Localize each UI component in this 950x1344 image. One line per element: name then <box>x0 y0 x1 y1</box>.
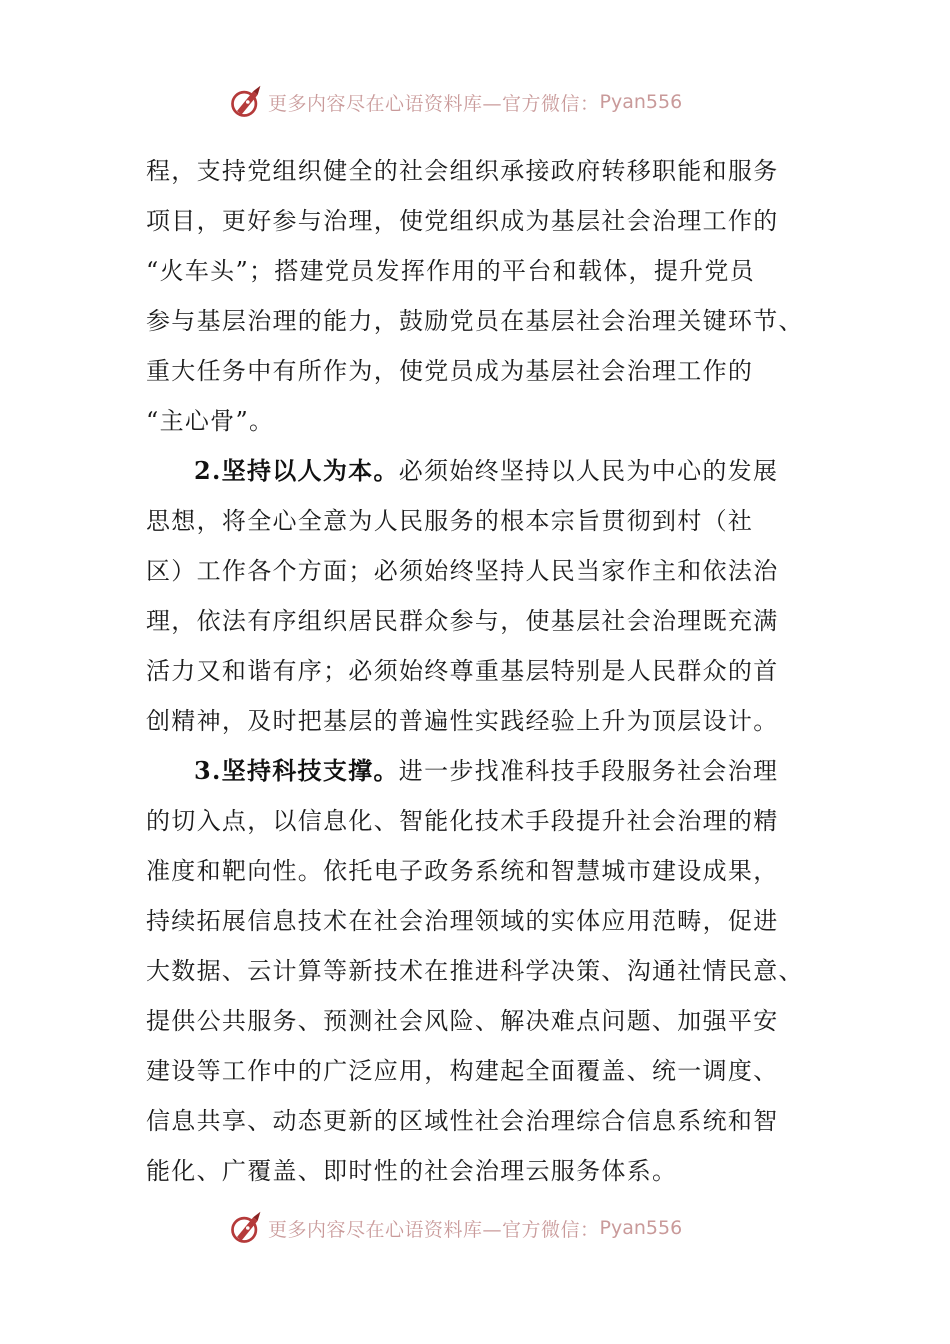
paragraph-line: 能化、广覆盖、即时性的社会治理云服务体系。 <box>146 1157 678 1185</box>
paragraph-line: “主心骨”。 <box>146 407 275 435</box>
paragraph-line: 思想，将全心全意为人民服务的根本宗旨贯彻到村（社 <box>146 507 754 535</box>
paragraph-line: 理，依法有序组织居民群众参与，使基层社会治理既充满 <box>146 607 779 635</box>
paragraph-line: 准度和靶向性。依托电子政务系统和智慧城市建设成果， <box>146 857 779 885</box>
watermark-text: 更多内容尽在心语资料库—官方微信： <box>268 92 600 115</box>
paragraph-line: 提供公共服务、预测社会风险、解决难点问题、加强平安 <box>146 1007 779 1035</box>
document-body <box>146 146 806 1196</box>
paragraph-line: 活力又和谐有序；必须始终尊重基层特别是人民群众的首 <box>146 657 779 685</box>
paragraph-line: “火车头”；搭建党员发挥作用的平台和载体，提升党员 <box>146 257 756 285</box>
paragraph-line: 持续拓展信息技术在社会治理领域的实体应用范畴，促进 <box>146 907 779 935</box>
paragraph-line: 信息共享、动态更新的区域性社会治理综合信息系统和智 <box>146 1107 779 1135</box>
item3-first-line <box>146 746 806 796</box>
watermark-wechat-id: Pyan556 <box>599 91 683 113</box>
paragraph-line: 重大任务中有所作为，使党员成为基层社会治理工作的 <box>146 357 754 385</box>
item2-first-text: 必须始终坚持以人民为中心的发展 <box>398 457 779 485</box>
item3-heading: 3.坚持科技支撑。 <box>194 756 399 785</box>
paragraph-line: 建设等工作中的广泛应用，构建起全面覆盖、统一调度、 <box>146 1057 779 1085</box>
watermark-text: 更多内容尽在心语资料库—官方微信： <box>268 1218 600 1241</box>
paragraph-line: 大数据、云计算等新技术在推进科学决策、沟通社情民意、 <box>146 957 804 985</box>
paragraph-line: 程，支持党组织健全的社会组织承接政府转移职能和服务 <box>146 157 779 185</box>
header-watermark <box>228 82 728 122</box>
pen-nib-logo-icon <box>228 84 264 120</box>
pen-nib-logo-icon <box>228 1210 264 1246</box>
paragraph-line: 创精神，及时把基层的普遍性实践经验上升为顶层设计。 <box>146 707 779 735</box>
item2-first-line <box>146 446 806 496</box>
paragraph-line: 项目，更好参与治理，使党组织成为基层社会治理工作的 <box>146 207 779 235</box>
paragraph-line: 的切入点，以信息化、智能化技术手段提升社会治理的精 <box>146 807 779 835</box>
paragraph-line: 区）工作各个方面；必须始终坚持人民当家作主和依法治 <box>146 557 779 585</box>
paragraph-line: 参与基层治理的能力，鼓励党员在基层社会治理关键环节、 <box>146 307 804 335</box>
footer-watermark <box>228 1208 728 1248</box>
item2-heading: 2.坚持以人为本。 <box>194 456 399 485</box>
watermark-wechat-id: Pyan556 <box>599 1217 683 1239</box>
item3-first-text: 进一步找准科技手段服务社会治理 <box>398 757 779 785</box>
